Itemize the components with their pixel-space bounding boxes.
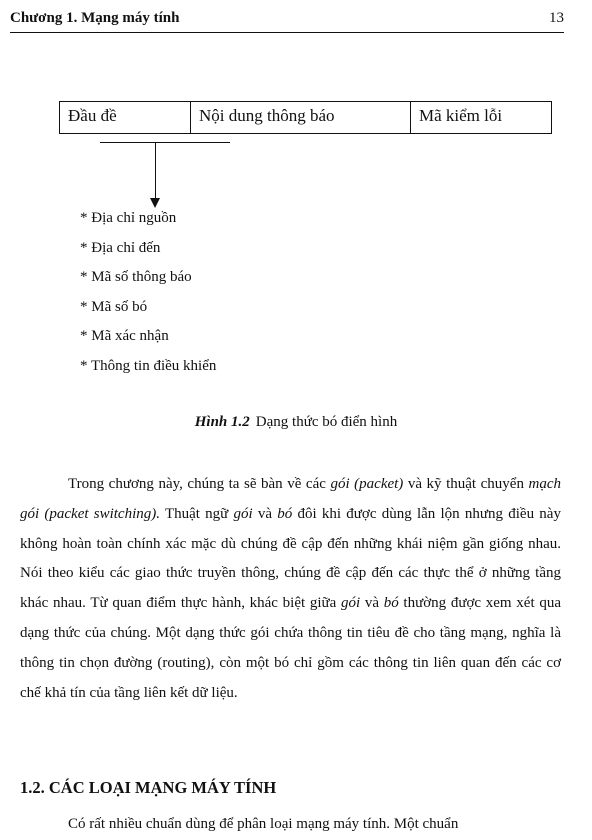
text-run: và kỹ thuật chuyển	[403, 476, 529, 492]
header-contents-list	[80, 208, 216, 385]
packet-field-content: Nội dung thông báo	[191, 102, 411, 133]
text-run: Trong chương này, chúng ta sẽ bàn về các	[68, 476, 331, 492]
italic-term: gói (packet)	[330, 476, 404, 492]
list-item: * Thông tin điều khiển	[80, 357, 217, 374]
header-bracket-line	[100, 142, 230, 143]
down-arrow-icon	[150, 198, 160, 208]
body-paragraph: Có rất nhiều chuẩn dùng để phân loại mạng máy tính. Một chuẩn	[68, 816, 459, 832]
italic-term: bó	[383, 595, 399, 612]
packet-field-checksum: Mã kiểm lỗi	[419, 106, 503, 125]
italic-term: mạch gói (packet switching).	[20, 476, 561, 522]
packet-field-header: Đầu đề	[60, 102, 191, 133]
chapter-title: Chương 1. Mạng máy tính	[10, 10, 180, 26]
arrow-shaft	[155, 143, 156, 199]
packet-format-diagram	[59, 101, 552, 134]
italic-term: gói	[233, 505, 253, 522]
list-item: * Địa chỉ đến	[80, 239, 161, 256]
text-run: thường được xem xét qua dạng thức của chúng. Một dạng thức gói chứa thông tin tiêu đề cho tầng mạng, nghĩa là thông tin chọn đường (routing), còn một bó chỉ gồm các thông tin liên quan đến các cơ chế khả tín của tầng liên kết dữ liệu.	[20, 595, 561, 701]
page-header	[10, 8, 564, 33]
list-item: * Mã số thông báo	[80, 269, 192, 285]
list-item: * Mã số bó	[80, 298, 148, 315]
section-heading: 1.2. CÁC LOẠI MẠNG MÁY TÍNH	[20, 778, 277, 797]
text-run: đôi khi được dùng lẫn lộn nhưng điều này không hoàn toàn chính xác mặc dù chúng đề cập đến những khái niệm gần giống nhau. Nói theo kiểu các giao thức truyền thông, chúng đề cập đến các thực thể ở những tầng khác nhau. Từ quan điểm thực hành, khác biệt giữa	[20, 505, 561, 612]
text-run: và	[360, 595, 384, 612]
italic-term: bó	[277, 505, 293, 522]
text-run: và	[252, 505, 278, 522]
caption-text: Dạng thức bó điển hình	[255, 414, 398, 430]
italic-term: gói	[341, 595, 361, 612]
figure-caption	[0, 414, 592, 431]
list-item: * Mã xác nhận	[80, 328, 169, 344]
body-paragraph	[20, 470, 561, 708]
page-number: 13	[549, 10, 564, 26]
text-run: Thuật ngữ	[160, 505, 234, 522]
figure-label: Hình 1.2	[194, 414, 250, 430]
list-item: * Địa chỉ nguồn	[80, 210, 177, 226]
